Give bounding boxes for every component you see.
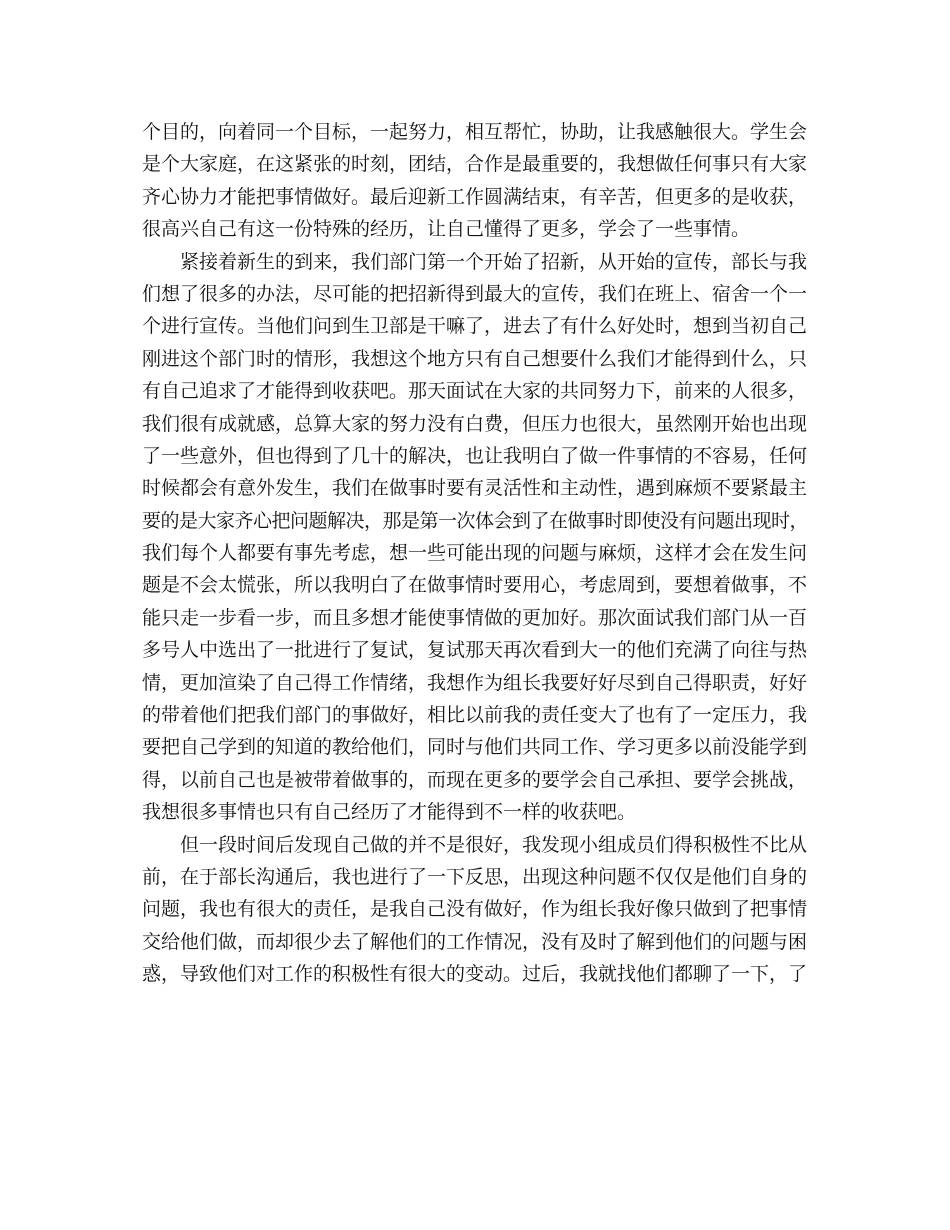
text-line: 要的是大家齐心把问题解决，那是第一次体会到了在做事时即使没有问题出现时， (142, 509, 809, 532)
text-line: 是个大家庭，在这紧张的时刻，团结，合作是最重要的，我想做任何事只有大家 (142, 153, 808, 176)
paragraph (142, 246, 808, 829)
text-line: 紧接着新生的到来，我们部门第一个开始了招新，从开始的宣传，部长与我 (180, 250, 808, 273)
text-line: 情，更加渲染了自己得工作情绪，我想作为组长我要好好尽到自己得职责，好好 (142, 671, 808, 694)
document-body (142, 116, 808, 991)
text-line: 要把自己学到的知道的教给他们，同时与他们共同工作、学习更多以前没能学到 (142, 736, 808, 759)
text-line: 个进行宣传。当他们问到生卫部是干嘛了，进去了有什么好处时，想到当初自己 (142, 315, 808, 338)
text-line: 多号人中选出了一批进行了复试，复试那天再次看到大一的他们充满了向往与热 (142, 639, 808, 662)
text-line: 前，在于部长沟通后，我也进行了一下反思，出现这种问题不仅仅是他们自身的 (142, 865, 808, 888)
text-line: 我想很多事情也只有自己经历了才能得到不一样的收获吧。 (142, 801, 637, 824)
text-line: 我们很有成就感，总算大家的努力没有白费，但压力也很大，虽然刚开始也出现 (142, 412, 808, 435)
text-line: 题是不会太慌张，所以我明白了在做事情时要用心，考虑周到，要想着做事，不 (142, 574, 808, 597)
text-line: 刚进这个部门时的情形，我想这个地方只有自己想要什么我们才能得到什么，只 (142, 347, 808, 370)
paragraph (142, 116, 808, 246)
text-line: 我们每个人都要有事先考虑，想一些可能出现的问题与麻烦，这样才会在发生问 (142, 542, 808, 565)
text-line: 能只走一步看一步，而且多想才能使事情做的更加好。那次面试我们部门从一百 (142, 606, 808, 629)
text-line: 时候都会有意外发生，我们在做事时要有灵活性和主动性，遇到麻烦不要紧最主 (142, 477, 808, 500)
text-line: 惑，导致他们对工作的积极性有很大的变动。过后，我就找他们都聊了一下，了 (142, 963, 808, 986)
text-line: 交给他们做，而却很少去了解他们的工作情况，没有及时了解到他们的问题与困 (142, 930, 808, 953)
text-line: 个目的，向着同一个目标，一起努力，相互帮忙，协助，让我感触很大。学生会 (142, 121, 808, 143)
text-line: 齐心协力才能把事情做好。最后迎新工作圆满结束，有辛苦，但更多的是收获， (142, 185, 808, 208)
text-line: 得，以前自己也是被带着做事的，而现在更多的要学会自己承担、要学会挑战， (142, 768, 808, 791)
text-line: 问题，我也有很大的责任，是我自己没有做好，作为组长我好像只做到了把事情 (142, 898, 808, 921)
text-line: 们想了很多的办法，尽可能的把招新得到最大的宣传，我们在班上、宿舍一个一 (142, 282, 808, 305)
text-line: 很高兴自己有这一份特殊的经历，让自己懂得了更多，学会了一些事情。 (142, 218, 751, 241)
text-line: 有自己追求了才能得到收获吧。那天面试在大家的共同努力下，前来的人很多， (142, 380, 808, 403)
text-line: 的带着他们把我们部门的事做好，相比以前我的责任变大了也有了一定压力，我 (142, 704, 808, 727)
paragraph (142, 829, 808, 991)
text-line: 了一些意外，但也得到了几十的解决，也让我明白了做一件事情的不容易，任何 (142, 444, 808, 467)
text-line: 但一段时间后发现自己做的并不是很好，我发现小组成员们得积极性不比从 (180, 833, 808, 856)
